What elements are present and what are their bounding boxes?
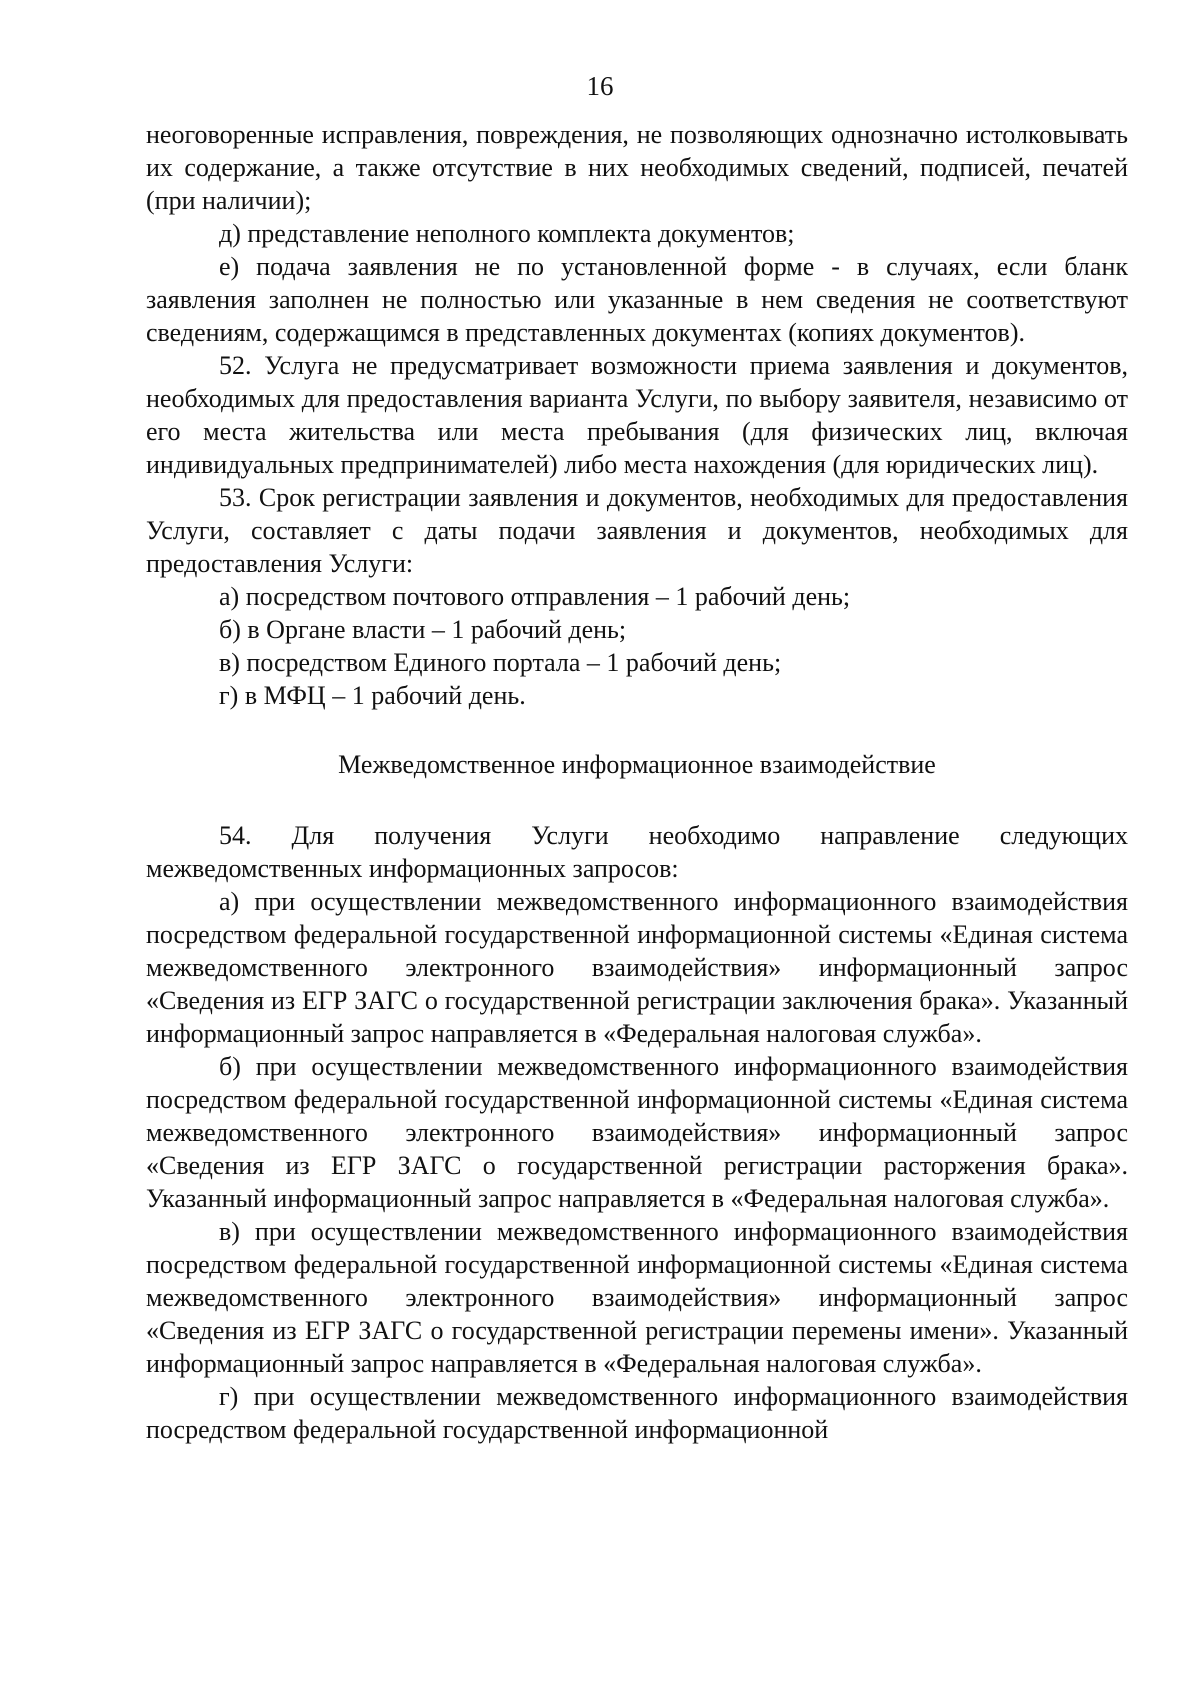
paragraph: 54. Для получения Услуги необходимо направление следующих межведомственных информационных запросов:: [146, 821, 1128, 883]
paragraph: г) при осуществлении межведомственного информационного взаимодействия посредством федеральной государственной информационной: [146, 1382, 1128, 1444]
paragraph: а) посредством почтового отправления – 1 рабочий день;: [219, 582, 851, 611]
paragraphs-after-heading: [146, 819, 1128, 1446]
page-number: 16: [586, 71, 614, 101]
document-body: [146, 118, 1128, 1446]
paragraph: е) подача заявления не по установленной форме - в случаях, если бланк заявления заполнен не полностью или указанные в нем сведения не соответствуют сведениям, содержащимся в представленных документах (копиях документов).: [146, 252, 1128, 347]
section-heading: Межведомственное информационное взаимодействие: [338, 750, 936, 779]
paragraphs-before-heading: [146, 118, 1128, 712]
paragraph: 53. Срок регистрации заявления и документов, необходимых для предоставления Услуги, составляет с даты подачи заявления и документов, необходимых для предоставления Услуги:: [146, 483, 1128, 578]
paragraph: в) при осуществлении межведомственного информационного взаимодействия посредством федеральной государственной информационной системы «Единая система межведомственного электронного взаимодействия» информационный запрос «Сведения из ЕГР ЗАГС о государственной регистрации перемены имени». Указанный информационный запрос направляется в «Федеральная налоговая служба».: [146, 1217, 1128, 1378]
paragraph: 52. Услуга не предусматривает возможности приема заявления и документов, необходимых для предоставления варианта Услуги, по выбору заявителя, независимо от его места жительства или места пребывания (для физических лиц, включая индивидуальных предпринимателей) либо места нахождения (для юридических лиц).: [146, 351, 1128, 479]
paragraph: в) посредством Единого портала – 1 рабочий день;: [219, 648, 782, 677]
paragraph: б) в Органе власти – 1 рабочий день;: [219, 615, 627, 644]
paragraph: б) при осуществлении межведомственного информационного взаимодействия посредством федеральной государственной информационной системы «Единая система межведомственного электронного взаимодействия» информационный запрос «Сведения из ЕГР ЗАГС о государственной регистрации расторжения брака». Указанный информационный запрос направляется в «Федеральная налоговая служба».: [146, 1052, 1128, 1213]
paragraph: неоговоренные исправления, повреждения, не позволяющих однозначно истолковывать их содержание, а также отсутствие в них необходимых сведений, подписей, печатей (при наличии);: [146, 120, 1128, 215]
paragraph: д) представление неполного комплекта документов;: [219, 219, 795, 248]
paragraph: г) в МФЦ – 1 рабочий день.: [219, 681, 526, 710]
paragraph: а) при осуществлении межведомственного информационного взаимодействия посредством федеральной государственной информационной системы «Единая система межведомственного электронного взаимодействия» информационный запрос «Сведения из ЕГР ЗАГС о государственной регистрации заключения брака». Указанный информационный запрос направляется в «Федеральная налоговая служба».: [146, 887, 1128, 1048]
